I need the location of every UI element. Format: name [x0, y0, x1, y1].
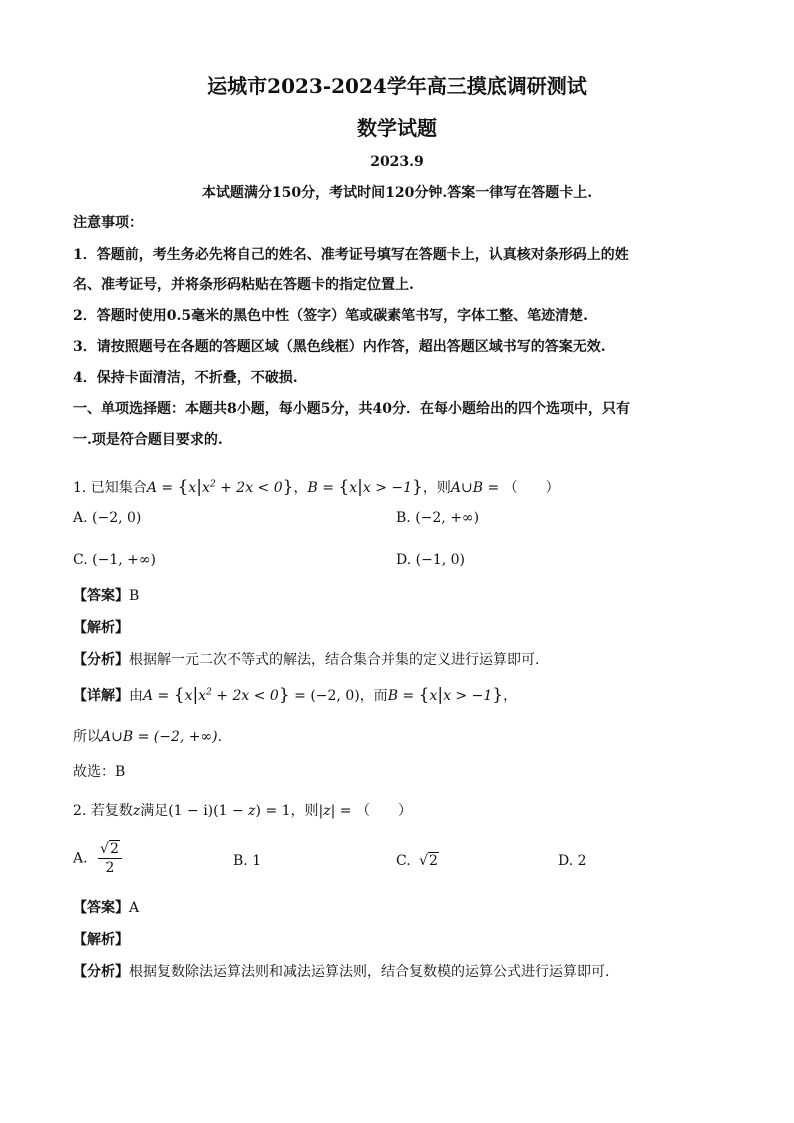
q2-option-d-label: D. [558, 853, 574, 869]
section-1-line-2: 一.项是符合题目要求的. [73, 432, 223, 448]
exam-info: 本试题满分150分，考试时间120分钟.答案一律写在答题卡上. [201, 185, 593, 201]
q1-option-d [396, 550, 465, 570]
q1-option-a [73, 508, 141, 528]
q1-detail-set-b: B = {x|x > −1} [387, 685, 504, 705]
q1-option-d-label: D. [396, 552, 412, 568]
q1-set-b: B = {x|x > −1} [307, 477, 423, 497]
exam-date: 2023.9 [370, 154, 424, 170]
q1-choose: 故选：B [73, 764, 126, 780]
q2-option-d [558, 851, 587, 871]
q1-option-b-label: B. [396, 510, 411, 526]
notes-item-2: 2．答题时使用0.5毫米的黑色中性（签字）笔或碳素笔书写，字体工整、笔迹清楚. [73, 308, 588, 324]
q1-detail-tag: 【详解】 [73, 688, 129, 704]
q1-union: A∪B = [450, 480, 504, 496]
q1-tail: （ ） [503, 480, 560, 496]
q1-set-a: $A = \{x|x^2 + 2x < 0\}$ [146, 477, 294, 497]
q2-answer-value: A [129, 900, 140, 916]
q2-option-b-label: B. [233, 853, 248, 869]
notes-item-4: 4．保持卡面清洁，不折叠，不破损. [73, 370, 298, 386]
q1-detail [73, 683, 517, 708]
q2-suffix: ，则 [290, 803, 319, 819]
q1-option-c-value: (−1, +∞) [92, 552, 156, 568]
q1-option-c [73, 550, 156, 570]
exam-title: 运城市2023-2024学年高三摸底调研测试 [207, 74, 587, 98]
q2-analysis-tag: 【解析】 [73, 932, 129, 948]
q2-option-d-value: 2 [577, 853, 587, 869]
notes-item-3: 3．请按照题号在各题的答题区域（黑色线框）内作答，超出答题区域书写的答案无效. [73, 339, 606, 355]
q1-fenxi-tag: 【分析】 [73, 652, 129, 668]
q2-prefix: 2. 若复数 [73, 803, 133, 819]
q2-option-c-label: C. [396, 853, 411, 869]
q2-modulus: |z| = [318, 803, 356, 819]
q1-comma: ， [293, 480, 308, 496]
q2-fenxi [73, 962, 609, 982]
question-2-stem [73, 799, 412, 823]
q1-detail-set-a: $A = \{x|x^2 + 2x < 0\} = (-2$, 0) [143, 685, 360, 705]
q2-option-b-value: 1 [252, 853, 262, 869]
q1-answer-tag: 【答案】 [73, 588, 129, 604]
q1-answer-value: B [129, 588, 140, 604]
notes-heading: 注意事项： [73, 215, 143, 231]
q2-answer-tag: 【答案】 [73, 900, 129, 916]
notes-item-1-line-1: 1．答题前，考生务必先将自己的姓名、准考证号填写在答题卡上，认真核对条形码上的姓 [73, 247, 629, 263]
q1-fenxi [73, 650, 539, 670]
q1-option-a-value: (−2, 0) [92, 510, 142, 526]
q1-option-b-value: (−2, +∞) [415, 510, 480, 526]
q1-prefix: 1. 已知集合 [73, 480, 147, 496]
q2-option-b [233, 851, 261, 871]
q1-fenxi-text: 根据解一元二次不等式的解法，结合集合并集的定义进行运算即可. [129, 652, 540, 668]
q1-answer [73, 586, 139, 606]
q2-equation: (1 − i)(1 − z) = 1 [168, 803, 291, 819]
q2-fenxi-tag: 【分析】 [73, 964, 129, 980]
q2-option-a-value: $\frac{√2}{2}$ [98, 840, 122, 877]
q1-option-c-label: C. [73, 552, 88, 568]
q1-conclusion [73, 727, 222, 747]
q2-option-c [396, 851, 439, 871]
q1-suffix: ，则 [422, 480, 451, 496]
q1-detail-pre: 由 [129, 688, 143, 704]
exam-subtitle: 数学试题 [357, 116, 437, 140]
q1-option-d-value: (−1, 0) [415, 552, 466, 568]
q1-so-end: . [217, 729, 223, 745]
q1-option-b [396, 508, 479, 528]
q2-option-a [73, 840, 122, 877]
q1-so-result: A∪B = (−2, +∞) [101, 729, 218, 745]
q2-fenxi-text: 根据复数除法运算法则和减法运算法则，结合复数模的运算公式进行运算即可. [129, 964, 610, 980]
q1-detail-mid: ，而 [359, 688, 388, 704]
section-1-line-1: 一、单项选择题：本题共8小题，每小题5分，共40分．在每小题给出的四个选项中，只有 [73, 401, 630, 417]
notes-item-1-line-2: 名、准考证号，并将条形码粘贴在答题卡的指定位置上. [73, 277, 414, 293]
q2-var-z: z [132, 803, 141, 819]
q1-option-a-label: A. [73, 510, 88, 526]
q1-analysis-tag: 【解析】 [73, 620, 129, 636]
question-1-stem [73, 475, 560, 500]
q1-detail-end: ， [503, 688, 518, 704]
q2-option-c-value: √2 [419, 853, 438, 869]
q2-answer [73, 898, 139, 918]
q2-option-a-label: A. [73, 850, 88, 867]
q2-tail: （ ） [356, 803, 412, 819]
q2-mid: 满足 [140, 803, 169, 819]
q1-so-pre: 所以 [73, 729, 101, 745]
